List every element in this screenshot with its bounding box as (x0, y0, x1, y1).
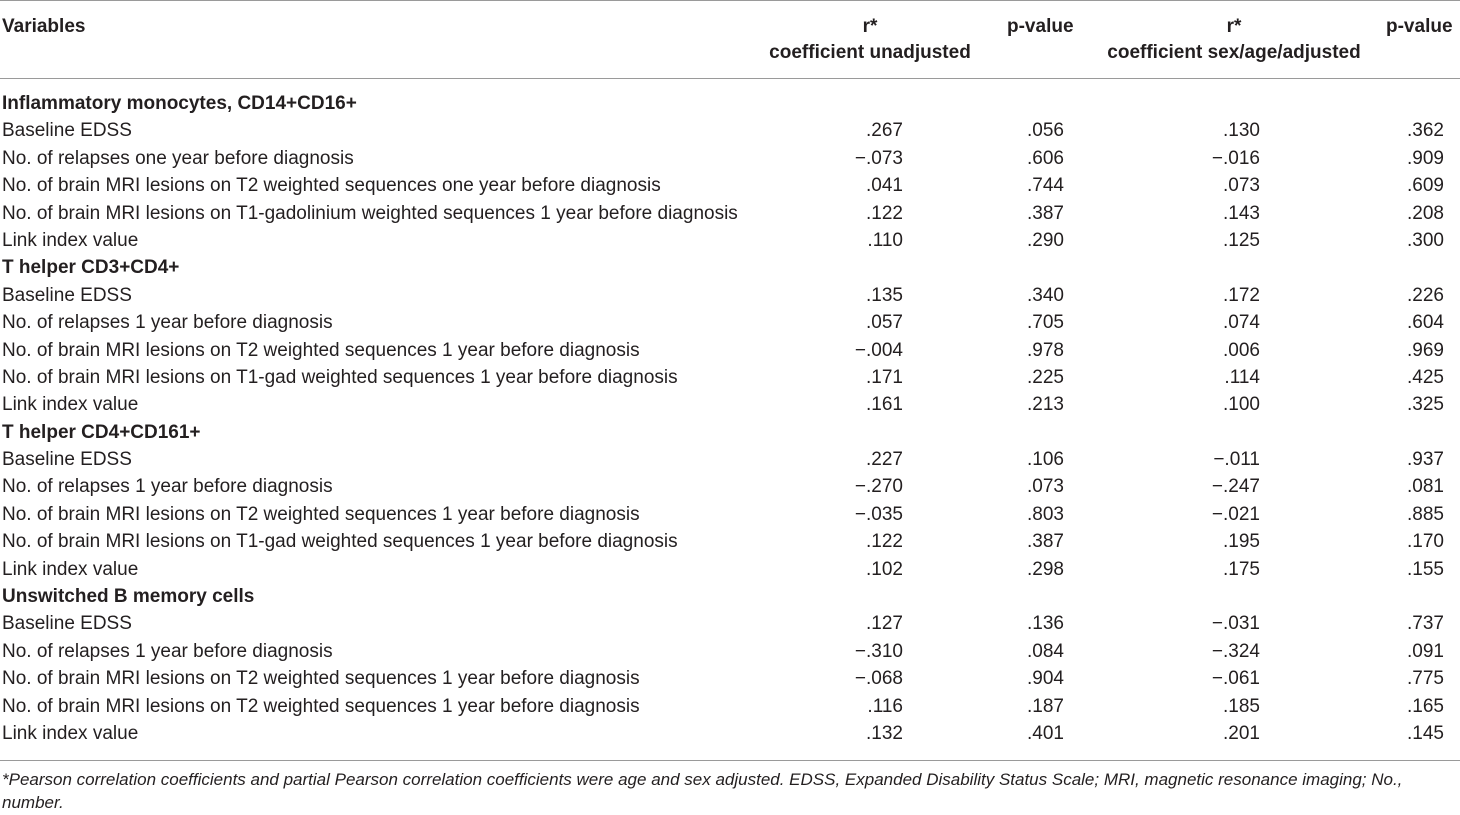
header-rule (0, 78, 1460, 79)
r-adjusted-value: .201 (1223, 722, 1260, 744)
r-adjusted-value: .006 (1223, 339, 1260, 361)
r-unadjusted-value: .171 (866, 366, 903, 388)
section-heading: T helper CD3+CD4+ (2, 257, 180, 279)
r-adjusted-value: .100 (1223, 394, 1260, 416)
table-row (0, 337, 1460, 364)
row-label: No. of relapses 1 year before diagnosis (2, 640, 333, 662)
r-adjusted-value: .175 (1223, 558, 1260, 580)
r-unadjusted-value: .122 (866, 202, 903, 224)
p-value-unadjusted: .187 (1027, 695, 1064, 717)
p-value-adjusted: .155 (1407, 558, 1444, 580)
p-value-unadjusted: .401 (1027, 722, 1064, 744)
row-label: Baseline EDSS (2, 449, 132, 471)
row-label: Baseline EDSS (2, 284, 132, 306)
p-value-adjusted: .937 (1407, 449, 1444, 471)
p-value-adjusted: .208 (1407, 202, 1444, 224)
p-value-unadjusted: .803 (1027, 503, 1064, 525)
row-label: No. of brain MRI lesions on T2 weighted sequences 1 year before diagnosis (2, 668, 640, 690)
p-value-unadjusted: .084 (1027, 640, 1064, 662)
r-adjusted-value: −.031 (1211, 613, 1260, 635)
table-row (0, 446, 1460, 473)
r-unadjusted-value: .057 (866, 312, 903, 334)
header-variables: Variables (2, 16, 86, 37)
header-r-unadjusted (750, 14, 990, 66)
table-row (0, 665, 1460, 692)
table-row (0, 391, 1460, 418)
r-unadjusted-value: .135 (866, 284, 903, 306)
p-value-unadjusted: .340 (1027, 284, 1064, 306)
table-row (0, 227, 1460, 254)
table-row (0, 693, 1460, 720)
table-row (0, 473, 1460, 500)
p-value-adjusted: .909 (1407, 147, 1444, 169)
row-label: No. of brain MRI lesions on T1-gad weighted sequences 1 year before diagnosis (2, 366, 678, 388)
r-adjusted-value: .143 (1223, 202, 1260, 224)
p-value-unadjusted: .744 (1027, 175, 1064, 197)
table-row (0, 309, 1460, 336)
r-adjusted-value: .074 (1223, 312, 1260, 334)
r-adjusted-value: .172 (1223, 284, 1260, 306)
r-unadjusted-value: .110 (867, 229, 903, 251)
r-unadjusted-value: .116 (867, 695, 903, 717)
p-value-unadjusted: .904 (1027, 668, 1064, 690)
p-value-adjusted: .165 (1407, 695, 1444, 717)
table-row (0, 610, 1460, 637)
p-value-adjusted: .362 (1407, 120, 1444, 142)
r-unadjusted-value: .102 (866, 558, 903, 580)
table-row (0, 145, 1460, 172)
r-unadjusted-value: −.073 (854, 147, 903, 169)
p-value-adjusted: .775 (1407, 668, 1444, 690)
row-label: Baseline EDSS (2, 120, 132, 142)
r-unadjusted-value: .267 (866, 120, 903, 142)
r-unadjusted-value: −.270 (854, 476, 903, 498)
table-row (0, 501, 1460, 528)
p-value-adjusted: .609 (1407, 175, 1444, 197)
p-value-unadjusted: .606 (1027, 147, 1064, 169)
table-footnote: *Pearson correlation coefficients and partial Pearson correlation coefficients were age and sex adjusted. EDSS, Expanded Disability Status Scale; MRI, magnetic resonance imaging; No., number. (2, 770, 1403, 812)
r-adjusted-value: −.021 (1211, 503, 1260, 525)
row-label: Link index value (2, 394, 139, 416)
table-row (0, 117, 1460, 144)
table-row (0, 638, 1460, 665)
row-label: Baseline EDSS (2, 613, 132, 635)
r-unadjusted-value: .127 (866, 613, 903, 635)
p-value-unadjusted: .298 (1027, 558, 1064, 580)
p-value-unadjusted: .213 (1027, 394, 1064, 416)
r-unadjusted-value: −.068 (854, 668, 903, 690)
header-r-unadjusted-line2: coefficient unadjusted (769, 42, 971, 63)
r-unadjusted-value: −.035 (854, 503, 903, 525)
r-adjusted-value: −.011 (1213, 449, 1260, 471)
p-value-adjusted: .737 (1407, 613, 1444, 635)
header-r-adjusted-line2: coefficient sex/age/adjusted (1107, 42, 1361, 63)
p-value-unadjusted: .978 (1027, 339, 1064, 361)
table-row (0, 282, 1460, 309)
p-value-adjusted: .325 (1407, 394, 1444, 416)
row-label: No. of relapses one year before diagnosis (2, 147, 354, 169)
section-heading: Unswitched B memory cells (2, 586, 255, 608)
section-heading-row (0, 90, 1460, 117)
r-adjusted-value: .195 (1223, 531, 1260, 553)
table-body (0, 90, 1460, 747)
row-label: No. of brain MRI lesions on T1-gad weighted sequences 1 year before diagnosis (2, 531, 678, 553)
p-value-adjusted: .969 (1407, 339, 1444, 361)
r-adjusted-value: −.324 (1211, 640, 1260, 662)
section-heading: T helper CD4+CD161+ (2, 421, 201, 443)
header-r-unadjusted-line1: r* (862, 16, 878, 37)
p-value-adjusted: .885 (1407, 503, 1444, 525)
r-unadjusted-value: .122 (866, 531, 903, 553)
section-heading-row (0, 583, 1460, 610)
r-adjusted-value: .073 (1223, 175, 1260, 197)
p-value-adjusted: .226 (1407, 284, 1444, 306)
p-value-unadjusted: .705 (1027, 312, 1064, 334)
table-row (0, 200, 1460, 227)
r-unadjusted-value: .227 (866, 449, 903, 471)
header-r-adjusted (1097, 14, 1371, 66)
p-value-adjusted: .604 (1407, 312, 1444, 334)
row-label: Link index value (2, 722, 139, 744)
row-label: No. of relapses 1 year before diagnosis (2, 312, 333, 334)
p-value-adjusted: .091 (1407, 640, 1444, 662)
p-value-adjusted: .425 (1407, 366, 1444, 388)
r-unadjusted-value: −.004 (854, 339, 903, 361)
row-label: No. of brain MRI lesions on T1-gadolinium weighted sequences 1 year before diagnosis (2, 202, 738, 224)
r-adjusted-value: .185 (1223, 695, 1260, 717)
section-heading-row (0, 419, 1460, 446)
p-value-unadjusted: .387 (1027, 202, 1064, 224)
p-value-unadjusted: .290 (1027, 229, 1064, 251)
r-unadjusted-value: .041 (866, 175, 903, 197)
p-value-adjusted: .081 (1407, 476, 1444, 498)
header-r-adjusted-line1: r* (1226, 16, 1242, 37)
section-heading-row (0, 254, 1460, 281)
table-row (0, 528, 1460, 555)
r-adjusted-value: −.016 (1211, 147, 1260, 169)
p-value-unadjusted: .056 (1027, 120, 1064, 142)
table-row (0, 720, 1460, 747)
row-label: Link index value (2, 229, 139, 251)
row-label: Link index value (2, 558, 139, 580)
bottom-rule (0, 760, 1460, 761)
header-p-value-2: p-value (1386, 16, 1453, 37)
row-label: No. of brain MRI lesions on T2 weighted sequences 1 year before diagnosis (2, 695, 640, 717)
header-p-value-1: p-value (1007, 16, 1074, 37)
p-value-adjusted: .300 (1407, 229, 1444, 251)
r-adjusted-value: −.247 (1211, 476, 1260, 498)
r-unadjusted-value: −.310 (854, 640, 903, 662)
row-label: No. of brain MRI lesions on T2 weighted sequences one year before diagnosis (2, 175, 661, 197)
r-adjusted-value: −.061 (1211, 668, 1260, 690)
row-label: No. of relapses 1 year before diagnosis (2, 476, 333, 498)
p-value-adjusted: .145 (1407, 722, 1444, 744)
r-adjusted-value: .125 (1223, 229, 1260, 251)
p-value-unadjusted: .136 (1027, 613, 1064, 635)
row-label: No. of brain MRI lesions on T2 weighted sequences 1 year before diagnosis (2, 503, 640, 525)
table-header (0, 14, 1460, 78)
r-adjusted-value: .114 (1224, 366, 1260, 388)
table-row (0, 364, 1460, 391)
section-heading: Inflammatory monocytes, CD14+CD16+ (2, 93, 357, 114)
r-unadjusted-value: .161 (866, 394, 903, 416)
r-unadjusted-value: .132 (866, 722, 903, 744)
p-value-unadjusted: .225 (1027, 366, 1064, 388)
p-value-unadjusted: .073 (1027, 476, 1064, 498)
p-value-adjusted: .170 (1407, 531, 1444, 553)
row-label: No. of brain MRI lesions on T2 weighted sequences 1 year before diagnosis (2, 339, 640, 361)
table-row (0, 556, 1460, 583)
p-value-unadjusted: .106 (1027, 449, 1064, 471)
r-adjusted-value: .130 (1223, 120, 1260, 142)
p-value-unadjusted: .387 (1027, 531, 1064, 553)
top-rule (0, 0, 1460, 1)
table-row (0, 172, 1460, 199)
